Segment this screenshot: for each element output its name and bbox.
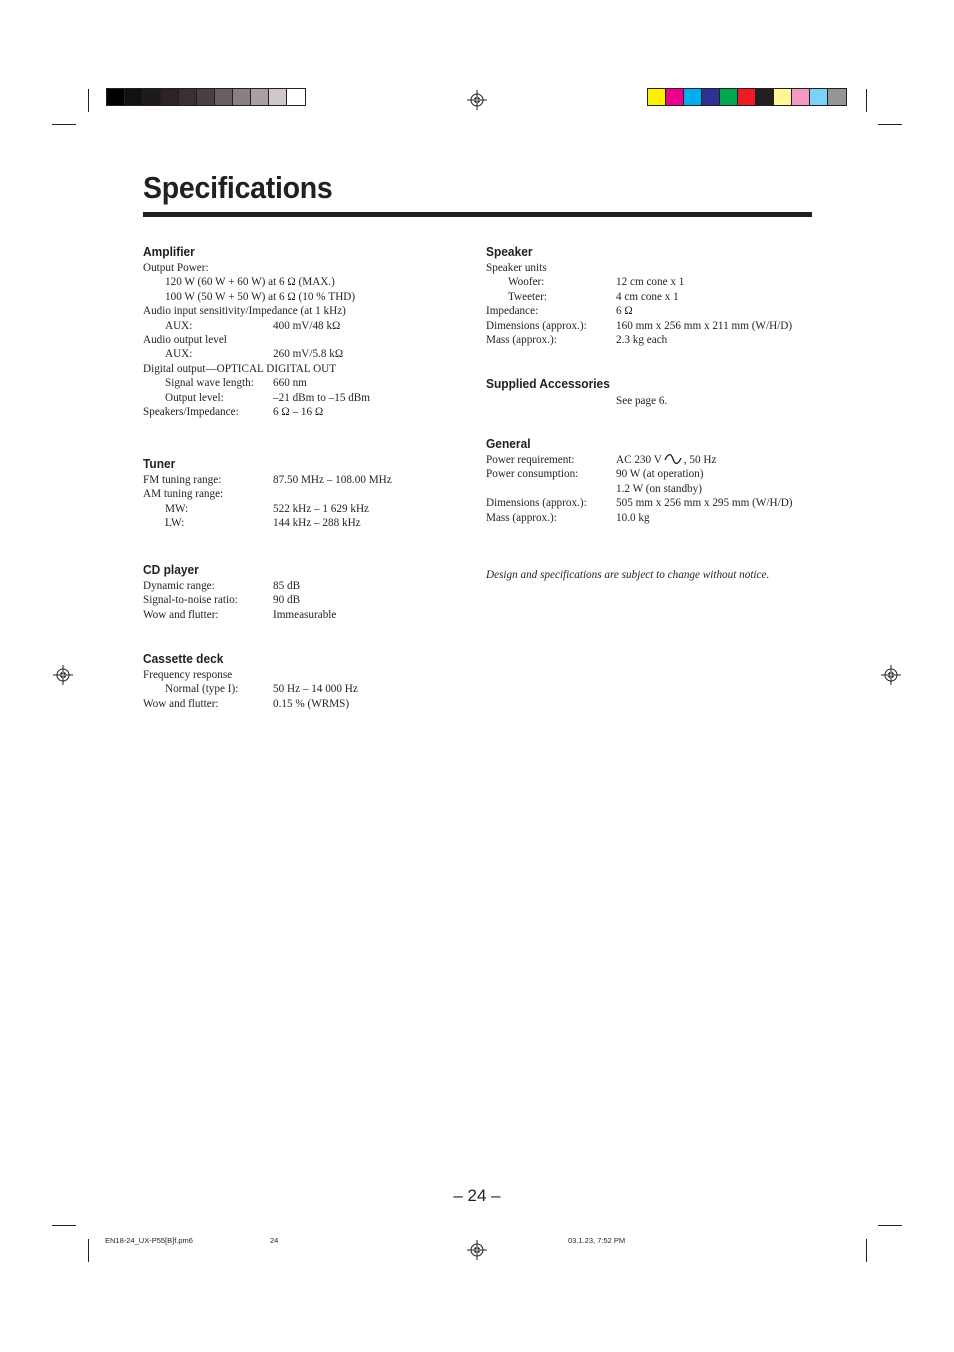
- spec-value: 10.0 kg: [616, 511, 650, 524]
- color-swatch: [251, 89, 269, 105]
- spec-value: 4 cm cone x 1: [616, 290, 679, 303]
- registration-mark-icon: [881, 665, 901, 685]
- spec-value: 522 kHz – 1 629 kHz: [273, 502, 370, 515]
- section-heading: Cassette deck: [143, 651, 224, 666]
- spec-label: LW:: [165, 517, 185, 530]
- color-swatch: [828, 89, 846, 105]
- spec-label: Mass (approx.):: [486, 511, 557, 524]
- spec-label: Signal wave length:: [165, 377, 254, 390]
- color-swatch: [287, 89, 305, 105]
- color-swatch: [792, 89, 810, 105]
- color-swatch: [107, 89, 125, 105]
- color-swatch: [197, 89, 215, 105]
- crop-mark: [88, 89, 89, 112]
- spec-label: Frequency response: [143, 669, 233, 681]
- spec-label: Output Power:: [143, 262, 209, 274]
- color-swatch: [233, 89, 251, 105]
- slug-page: 24: [270, 1236, 279, 1245]
- color-swatch: [684, 89, 702, 105]
- spec-label: AUX:: [165, 348, 193, 361]
- spec-label: AM tuning range:: [143, 488, 224, 501]
- section-heading: Supplied Accessories: [486, 376, 610, 391]
- disclaimer-note: Design and specifications are subject to change without notice.: [486, 569, 770, 581]
- spec-value: 660 nm: [273, 377, 307, 390]
- spec-value: 87.50 MHz – 108.00 MHz: [273, 474, 392, 486]
- spec-label: Power consumption:: [486, 468, 579, 481]
- page-number: – 24 –: [453, 1186, 501, 1205]
- color-swatch: [648, 89, 666, 105]
- crop-mark: [878, 1225, 902, 1226]
- page-title: Specifications: [143, 170, 333, 205]
- spec-value: 12 cm cone x 1: [616, 276, 685, 289]
- spec-label: Woofer:: [508, 276, 545, 289]
- crop-mark: [88, 1239, 89, 1262]
- spec-value: 260 mV/5.8 kΩ: [273, 348, 344, 361]
- spec-label: Power requirement:: [486, 454, 575, 466]
- spec-label: Wow and flutter:: [143, 697, 219, 710]
- spec-value: 505 mm x 256 mm x 295 mm (W/H/D): [616, 497, 793, 510]
- spec-label: Dimensions (approx.):: [486, 319, 587, 332]
- color-swatch: [738, 89, 756, 105]
- color-swatch: [269, 89, 287, 105]
- cd-player-section: [143, 562, 337, 622]
- crop-mark: [866, 1239, 867, 1262]
- spec-label: Dimensions (approx.):: [486, 497, 587, 510]
- spec-value: 90 W (at operation): [616, 468, 704, 481]
- spec-value: 50 Hz – 14 000 Hz: [273, 683, 358, 696]
- crop-mark: [52, 1225, 76, 1226]
- registration-mark-icon: [467, 1240, 487, 1260]
- section-heading: Tuner: [143, 456, 176, 471]
- spec-label: Speakers/Impedance:: [143, 405, 239, 418]
- spec-value: 2.3 kg each: [616, 333, 668, 346]
- spec-value: 400 mV/48 kΩ: [273, 319, 341, 332]
- registration-mark-icon: [467, 90, 487, 110]
- color-swatch: [161, 89, 179, 105]
- color-swatch: [756, 89, 774, 105]
- color-swatch: [720, 89, 738, 105]
- section-heading: Speaker: [486, 244, 533, 259]
- spec-value: 6 Ω: [616, 305, 633, 318]
- color-swatch: [143, 89, 161, 105]
- spec-value: AC 230 V: [616, 454, 662, 466]
- spec-label: Audio output level: [143, 333, 227, 346]
- slug-datetime: 03.1.23, 7:52 PM: [568, 1236, 626, 1245]
- spec-value: 120 W (60 W + 60 W) at 6 Ω (MAX.): [165, 276, 335, 289]
- speaker-section: [486, 244, 793, 347]
- spec-label: AUX:: [165, 319, 193, 332]
- grayscale-color-bar: [106, 88, 306, 106]
- color-swatch: [810, 89, 828, 105]
- spec-value: 0.15 % (WRMS): [273, 697, 350, 710]
- spec-label: Normal (type I):: [165, 683, 239, 696]
- section-heading: CD player: [143, 562, 199, 577]
- crop-mark: [866, 89, 867, 112]
- spec-value: , 50 Hz: [683, 454, 717, 466]
- spec-value: See page 6.: [616, 395, 668, 407]
- tuner-section: [143, 456, 392, 531]
- crop-mark: [52, 124, 76, 125]
- spec-label: Wow and flutter:: [143, 608, 219, 621]
- spec-label: Digital output—OPTICAL DIGITAL OUT: [143, 362, 337, 375]
- color-swatch: [666, 89, 684, 105]
- spec-label: Tweeter:: [508, 290, 547, 303]
- spec-value: 85 dB: [273, 580, 301, 592]
- color-swatch: [215, 89, 233, 105]
- amplifier-section: [143, 244, 370, 419]
- color-swatch: [774, 89, 792, 105]
- spec-label: Speaker units: [486, 262, 547, 274]
- spec-label: Impedance:: [486, 305, 539, 318]
- spec-value: 100 W (50 W + 50 W) at 6 Ω (10 % THD): [165, 290, 356, 303]
- spec-label: FM tuning range:: [143, 474, 222, 486]
- spec-label: Signal-to-noise ratio:: [143, 594, 238, 607]
- spec-label: MW:: [165, 502, 189, 515]
- spec-value: 90 dB: [273, 594, 301, 607]
- color-swatch: [702, 89, 720, 105]
- spec-value: 1.2 W (on standby): [616, 482, 702, 495]
- crop-mark: [878, 124, 902, 125]
- color-swatch: [179, 89, 197, 105]
- slug-filename: EN18-24_UX-P55[B]f.pm6: [105, 1236, 193, 1245]
- section-heading: General: [486, 436, 531, 451]
- general-section: [486, 436, 793, 525]
- spec-value: 160 mm x 256 mm x 211 mm (W/H/D): [616, 319, 793, 332]
- spec-value: 6 Ω – 16 Ω: [273, 405, 324, 418]
- spec-label: Output level:: [165, 391, 224, 404]
- spec-label: Audio input sensitivity/Impedance (at 1 kHz): [143, 305, 346, 318]
- title-rule: [143, 212, 812, 217]
- spec-value: Immeasurable: [273, 608, 337, 621]
- power-requirement-value: [616, 453, 716, 467]
- spec-label: Mass (approx.):: [486, 333, 557, 346]
- spec-label: Dynamic range:: [143, 580, 215, 592]
- process-color-bar: [647, 88, 847, 106]
- ac-wave-icon: [664, 454, 682, 464]
- cassette-deck-section: [143, 651, 358, 711]
- registration-mark-icon: [53, 665, 73, 685]
- spec-value: 144 kHz – 288 kHz: [273, 517, 361, 530]
- section-heading: Amplifier: [143, 244, 195, 259]
- color-swatch: [125, 89, 143, 105]
- supplied-accessories-section: [486, 376, 668, 408]
- spec-value: –21 dBm to –15 dBm: [273, 391, 370, 404]
